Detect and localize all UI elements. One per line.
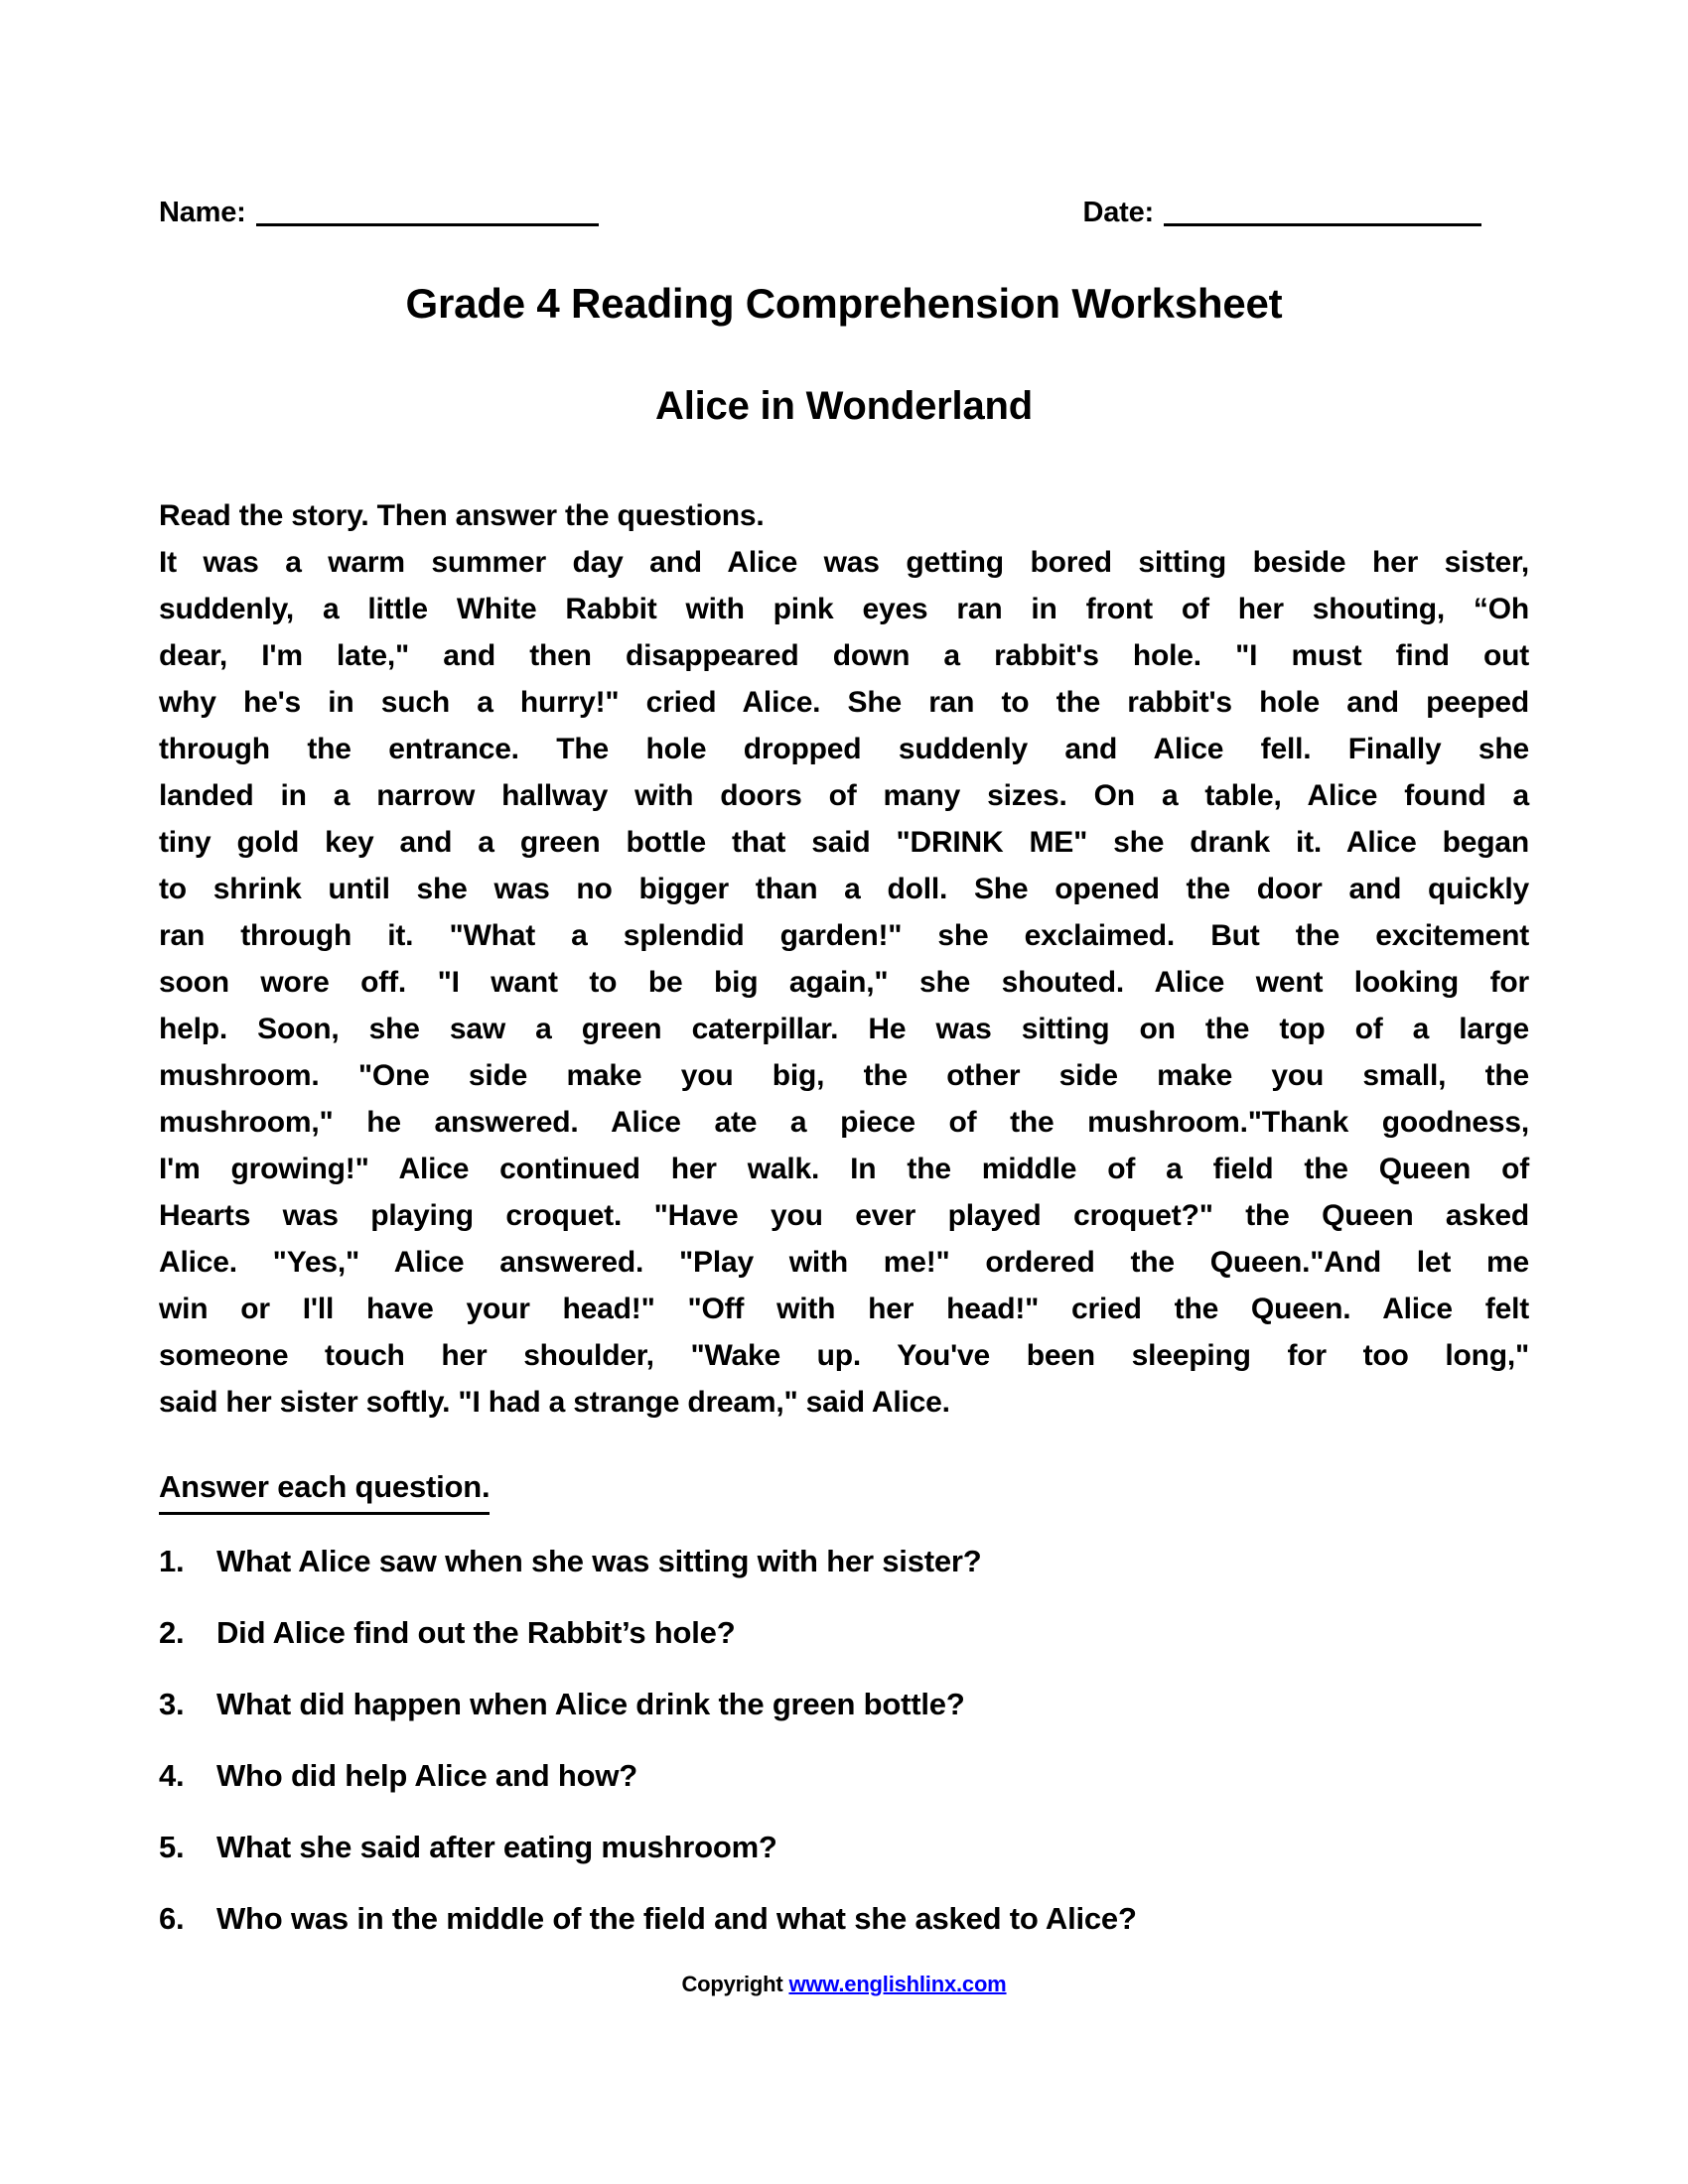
question-item [159, 1755, 1529, 1797]
name-field [159, 195, 599, 230]
question-item [159, 1827, 1529, 1868]
name-label: Name: [159, 197, 246, 228]
story-line: why he's in such a hurry!" cried Alice. She ran to the rabbit's hole and peeped [159, 686, 1529, 719]
story-line: dear, I'm late," and then disappeared down a rabbit's hole. "I must find out [159, 639, 1529, 672]
story-line: win or I'll have your head!" "Off with her head!" cried the Queen. Alice felt [159, 1293, 1529, 1325]
worksheet-title: Grade 4 Reading Comprehension Worksheet [405, 280, 1283, 327]
story-line: help. Soon, she saw a green caterpillar. He was sitting on the top of a large [159, 1013, 1529, 1045]
story-line: Alice. "Yes," Alice answered. "Play with me!" ordered the Queen."And let me [159, 1246, 1529, 1279]
story-line: soon wore off. "I want to be big again," she shouted. Alice went looking for [159, 966, 1529, 999]
story-line: It was a warm summer day and Alice was getting bored sitting beside her sister, [159, 546, 1529, 579]
story-line: tiny gold key and a green bottle that said "DRINK ME" she drank it. Alice began [159, 826, 1529, 859]
story-line: to shrink until she was no bigger than a doll. She opened the door and quickly [159, 873, 1529, 905]
story-line: mushroom," he answered. Alice ate a piece of the mushroom."Thank goodness, [159, 1106, 1529, 1139]
answer-heading-wrap [159, 1465, 1529, 1515]
story-line: Hearts was playing croquet. "Have you ever played croquet?" the Queen asked [159, 1199, 1529, 1232]
story-title: Alice in Wonderland [655, 384, 1033, 428]
instructions-line: Read the story. Then answer the questions. [159, 499, 765, 532]
question-number: 4. [159, 1758, 185, 1793]
question-number: 5. [159, 1830, 185, 1864]
question-item [159, 1541, 1529, 1582]
question-text: Did Alice find out the Rabbit’s hole? [216, 1615, 736, 1650]
question-number: 6. [159, 1901, 185, 1936]
copyright-footer [159, 1970, 1529, 1999]
question-list [159, 1541, 1529, 1940]
story-line: suddenly, a little White Rabbit with pink eyes ran in front of her shouting, “Oh [159, 593, 1529, 625]
question-text: Who did help Alice and how? [216, 1758, 637, 1793]
answer-heading: Answer each question. [159, 1465, 490, 1515]
question-number: 1. [159, 1544, 185, 1578]
question-item [159, 1684, 1529, 1725]
story-line: mushroom. "One side make you big, the other side make you small, the [159, 1059, 1529, 1092]
story-line: landed in a narrow hallway with doors of many sizes. On a table, Alice found a [159, 779, 1529, 812]
story-line: said her sister softly. "I had a strange dream," said Alice. [159, 1386, 950, 1419]
story-line: through the entrance. The hole dropped suddenly and Alice fell. Finally she [159, 733, 1529, 765]
question-number: 3. [159, 1687, 185, 1721]
story-line: someone touch her shoulder, "Wake up. You've been sleeping for too long," [159, 1339, 1529, 1372]
date-field [1082, 195, 1481, 230]
story-line: I'm growing!" Alice continued her walk. In the middle of a field the Queen of [159, 1153, 1529, 1185]
date-blank-line [1164, 218, 1481, 226]
story-line: ran through it. "What a splendid garden!" she exclaimed. But the excitement [159, 919, 1529, 952]
name-date-row [159, 195, 1529, 230]
question-item [159, 1898, 1529, 1940]
name-blank-line [256, 218, 599, 226]
question-text: Who was in the middle of the field and what she asked to Alice? [216, 1901, 1137, 1936]
date-label: Date: [1082, 197, 1154, 228]
story-text [159, 539, 1529, 1426]
question-text: What did happen when Alice drink the green bottle? [216, 1687, 965, 1721]
copyright-link[interactable]: www.englishlinx.com [788, 1972, 1007, 1996]
question-number: 2. [159, 1615, 185, 1650]
question-text: What Alice saw when she was sitting with her sister? [216, 1544, 982, 1578]
question-item [159, 1612, 1529, 1654]
copyright-label: Copyright [681, 1972, 789, 1996]
question-text: What she said after eating mushroom? [216, 1830, 777, 1864]
